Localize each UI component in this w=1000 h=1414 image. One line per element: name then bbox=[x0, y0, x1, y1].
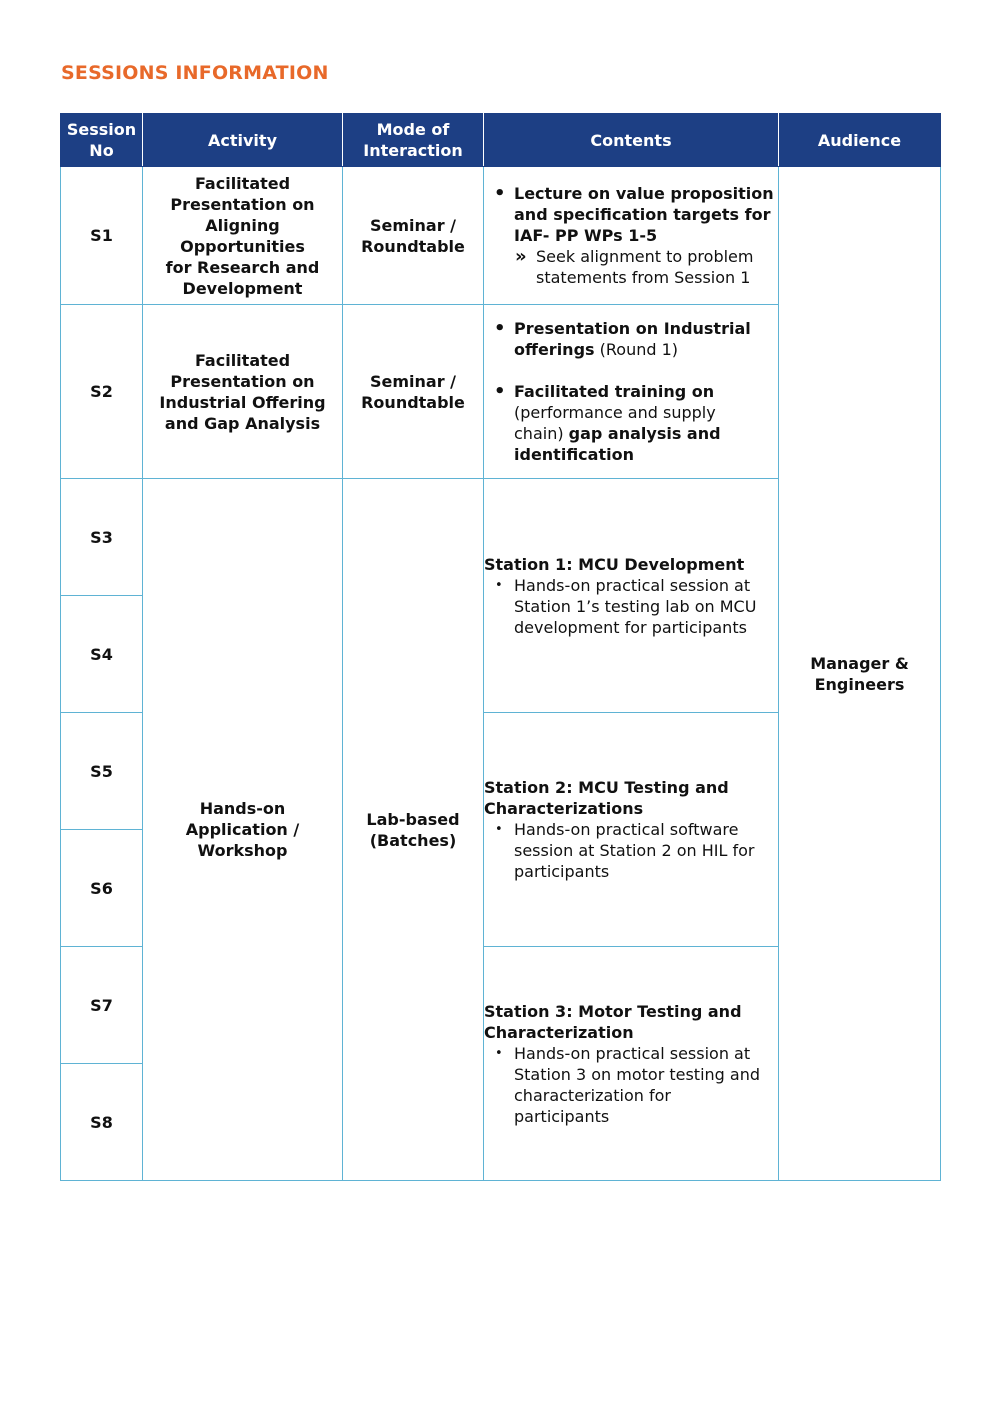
station-title: Station 3: Motor Testing and Characterization bbox=[484, 1001, 742, 1042]
page-title: SESSIONS INFORMATION bbox=[61, 62, 329, 84]
content-bullet: • Facilitated training on (performance and supply chain) gap analysis and identification bbox=[514, 381, 778, 465]
audience-cell: Manager & Engineers bbox=[779, 167, 941, 1181]
session-id: S2 bbox=[61, 305, 143, 479]
table-row bbox=[61, 167, 941, 305]
header-session-no: Session No bbox=[61, 114, 143, 167]
mode-cell: Seminar / Roundtable bbox=[343, 167, 484, 305]
contents-cell bbox=[484, 479, 779, 713]
session-id: S3 bbox=[61, 479, 143, 596]
content-bullet: • Hands-on practical software session at Station 2 on HIL for participants bbox=[514, 819, 778, 882]
contents-cell bbox=[484, 305, 779, 479]
mode-cell: Lab-based (Batches) bbox=[343, 479, 484, 1181]
content-bullet: • Hands-on practical session at Station 1’s testing lab on MCU development for participants bbox=[514, 575, 778, 638]
content-sub-bullet: » Seek alignment to problem statements from Session 1 bbox=[536, 246, 778, 288]
session-id: S7 bbox=[61, 947, 143, 1064]
activity-cell: Hands-on Application / Workshop bbox=[143, 479, 343, 1181]
activity-cell: Facilitated Presentation on Aligning Opportunities for Research and Development bbox=[143, 167, 343, 305]
content-bullet: • Presentation on Industrial offerings (Round 1) bbox=[514, 318, 778, 360]
station-title: Station 1: MCU Development bbox=[484, 554, 745, 574]
mode-cell: Seminar / Roundtable bbox=[343, 305, 484, 479]
header-contents: Contents bbox=[484, 114, 779, 167]
session-id: S8 bbox=[61, 1064, 143, 1181]
contents-cell bbox=[484, 713, 779, 947]
sessions-table bbox=[60, 113, 941, 1181]
session-id: S4 bbox=[61, 596, 143, 713]
contents-cell bbox=[484, 947, 779, 1181]
session-id: S1 bbox=[61, 167, 143, 305]
activity-cell: Facilitated Presentation on Industrial Offering and Gap Analysis bbox=[143, 305, 343, 479]
header-audience: Audience bbox=[779, 114, 941, 167]
session-id: S6 bbox=[61, 830, 143, 947]
session-id: S5 bbox=[61, 713, 143, 830]
station-title: Station 2: MCU Testing and Characterizations bbox=[484, 778, 729, 818]
contents-cell bbox=[484, 167, 779, 305]
content-bullet: • Hands-on practical session at Station 3 on motor testing and characterization for participants bbox=[514, 1043, 778, 1127]
header-activity: Activity bbox=[143, 114, 343, 167]
content-bullet: • Lecture on value proposition and specification targets for IAF- PP WPs 1-5 » Seek alignment to problem statements from Session 1 bbox=[514, 183, 778, 288]
table-header-row bbox=[61, 114, 941, 167]
header-mode: Mode of Interaction bbox=[343, 114, 484, 167]
